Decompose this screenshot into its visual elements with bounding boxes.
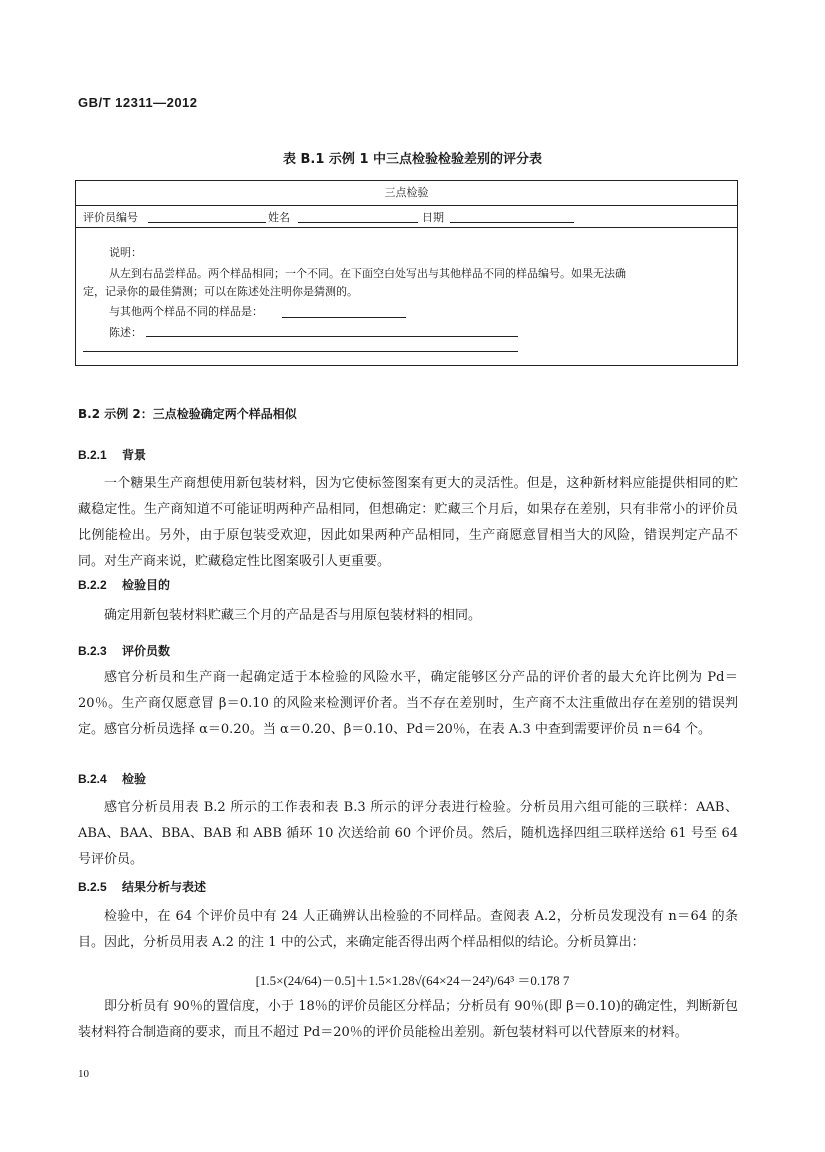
statement-label: 陈述： (109, 326, 142, 339)
section-b24-heading: B.2.4 检验 (78, 772, 147, 786)
section-b24-text: 感官分析员用表 B.2 所示的工作表和表 B.3 所示的评分表进行检验。分析员用六组可能的三联样：AAB、ABA、BAA、BBA、BAB 和 ABB 循环 10 次送给前 60 个评价员。然后，随机选择四组三联样送给 61 号至 64 号评价员。 (78, 800, 738, 867)
instruction-line-2: 定，记录你的最佳猜测；可以在陈述处注明你是猜测的。 (83, 285, 358, 298)
section-b2-heading: B.2 示例 2：三点检验确定两个样品相似 (78, 407, 297, 421)
section-b22-text: 确定用新包装材料贮藏三个月的产品是否与用原包装材料的相同。 (104, 608, 482, 623)
section-b21-heading: B.2.1 背景 (78, 448, 147, 462)
formula: [1.5×(24/64)－0.5]＋1.5×1.28√(64×24－24²)/64³ ＝0.178 7 (255, 973, 570, 988)
standard-number: GB/T 12311—2012 (78, 95, 198, 110)
statement-blank-2 (83, 351, 518, 352)
page-number: 10 (78, 1068, 89, 1080)
name-label: 姓名 (268, 211, 290, 224)
different-sample-blank (282, 317, 406, 318)
evaluator-no-label: 评价员编号 (83, 211, 138, 224)
instruction-line-1: 从左到右品尝样品。两个样品相同；一个不同。在下面空白处写出与其他样品不同的样品编号。如果无法确 (109, 267, 626, 280)
section-b25-text-1: 检验中，在 64 个评价员中有 24 人正确辨认出检验的不同样品。查阅表 A.2，分析员发现没有 n＝64 的条目。因此，分析员用表 A.2 的注 1 中的公式，来确定能否得出两个样品相似的结论。分析员算出： (78, 909, 738, 950)
section-b25-text-2: 即分析员有 90％的置信度，小于 18％的评价员能区分样品；分析员有 90％(即 β＝0.10)的确定性，判断新包装材料符合制造商的要求，而且不超过 Pd＝20％的评价员能检出差别。新包装材料可以代替原来的材料。 (78, 999, 738, 1040)
table-title: 三点检验 (76, 181, 737, 206)
section-b21-text: 一个糖果生产商想使用新包装材料，因为它使标签图案有更大的灵活性。但是，这种新材料应能提供相同的贮藏稳定性。生产商知道不可能证明两种产品相同，但想确定：贮藏三个月后，如果存在差别，只有非常小的评价员比例能检出。另外，由于原包装受欢迎，因此如果两种产品相同，生产商愿意冒相当大的风险，错误判定产品不同。对生产商来说，贮藏稳定性比图案吸引人更重要。 (78, 476, 738, 569)
different-sample-label: 与其他两个样品不同的样品是： (109, 305, 263, 318)
evaluator-no-blank (148, 222, 266, 223)
table-caption: 表 B.1 示例 1 中三点检验检验差别的评分表 (282, 152, 543, 167)
table-fields-row (76, 205, 737, 228)
section-b25-heading: B.2.5 结果分析与表述 (78, 880, 207, 894)
date-blank (450, 222, 574, 223)
date-label: 日期 (422, 211, 444, 224)
section-b23-heading: B.2.3 评价员数 (78, 644, 171, 658)
name-blank (298, 222, 418, 223)
section-b22-heading: B.2.2 检验目的 (78, 578, 171, 592)
section-b23-text: 感官分析员和生产商一起确定适于本检验的风险水平，确定能够区分产品的评价者的最大允许比例为 Pd＝20％。生产商仅愿意冒 β＝0.10 的风险来检测评价者。当不存在差别时，生产商不太注重做出存在差别的错误判定。感官分析员选择 α＝0.20。当 α＝0.20、β＝0.10、Pd＝20％，在表 A.3 中查到需要评价员 n＝64 个。 (78, 670, 738, 737)
score-sheet-table (75, 180, 738, 366)
note-label: 说明： (109, 246, 142, 259)
statement-blank-1 (146, 336, 518, 337)
